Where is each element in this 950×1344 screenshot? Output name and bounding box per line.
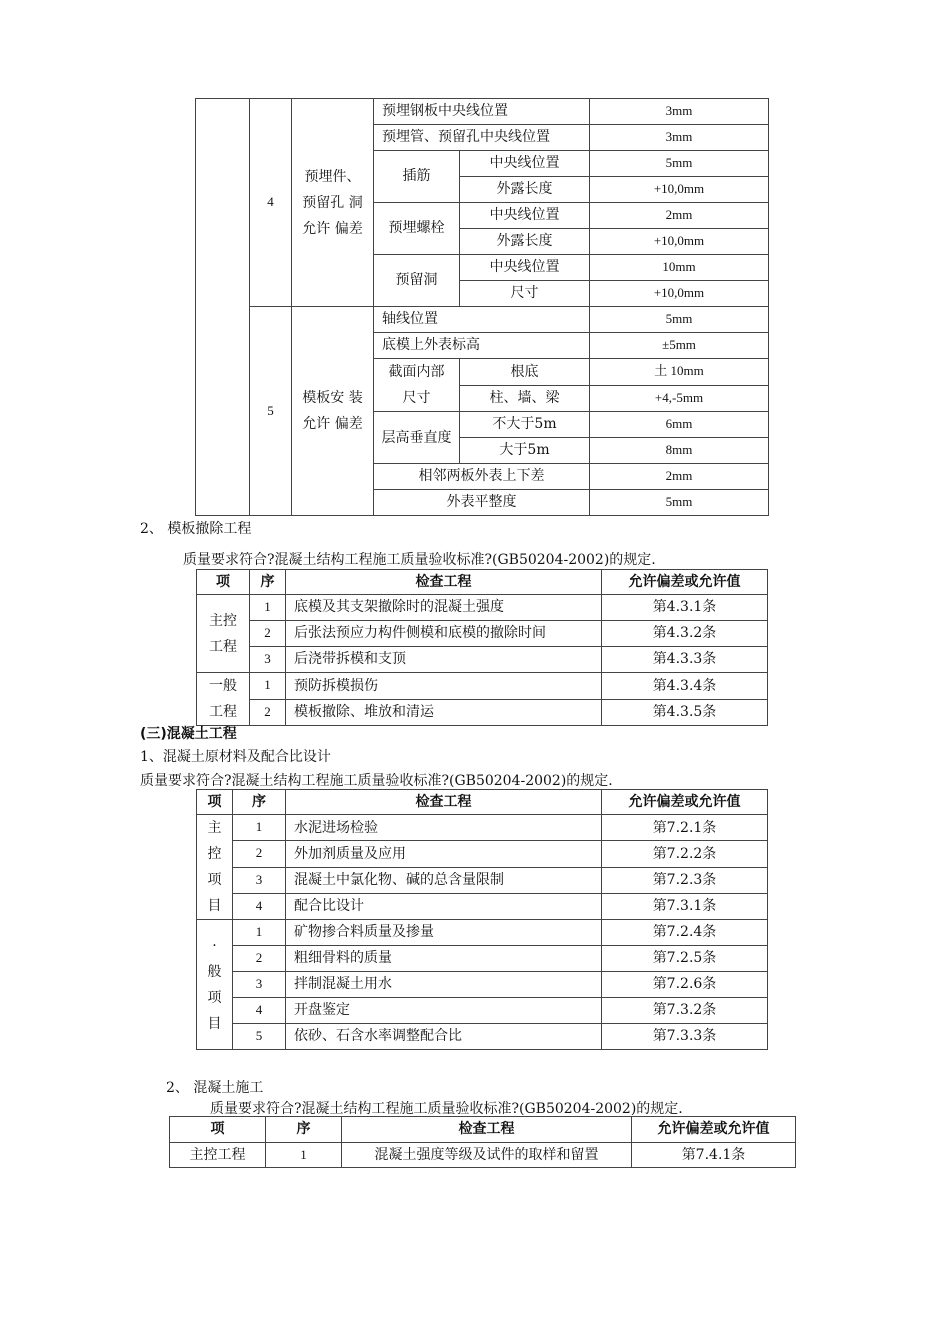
formwork-removal-table (196, 569, 768, 726)
tolerance-value: 第7.4.1条 (632, 1143, 796, 1168)
check-item: 底模及其支架撤除时的混凝土强度 (286, 595, 602, 621)
tolerance-value: 第7.2.3条 (602, 867, 768, 893)
row-number: 2 (233, 841, 286, 867)
tolerance-value: 5mm (590, 307, 769, 333)
row-number: 1 (233, 920, 286, 946)
check-item: 矿物掺合料质量及掺量 (286, 920, 602, 946)
row-number: 1 (233, 815, 286, 841)
header-check-item: 检查工程 (286, 790, 602, 815)
row-number: 2 (250, 621, 286, 647)
row-number: 1 (266, 1143, 342, 1168)
tolerance-value: 第7.3.1条 (602, 893, 768, 919)
header-check-item: 检查工程 (342, 1117, 632, 1143)
category-general: ·般项目 (197, 920, 233, 1050)
check-item: 轴线位置 (374, 307, 590, 333)
header-tolerance: 允许偏差或允许值 (602, 790, 768, 815)
header-category: 项 (197, 570, 250, 595)
header-category: 项 (170, 1117, 266, 1143)
sub-group-label: 插筋 (374, 151, 460, 203)
tolerance-value: 第7.2.1条 (602, 815, 768, 841)
row-number: 1 (250, 673, 286, 700)
tolerance-value: 第4.3.3条 (602, 647, 768, 673)
blank-category-column (196, 99, 250, 516)
category-main: 主控项目 (197, 815, 233, 920)
row-number: 2 (233, 946, 286, 972)
tolerance-value: 第7.2.6条 (602, 972, 768, 998)
sub-group-label: 预留洞 (374, 255, 460, 307)
check-item: 外表平整度 (374, 490, 590, 516)
check-item: 拌制混凝土用水 (286, 972, 602, 998)
check-item: 混凝土中氯化物、碱的总含量限制 (286, 867, 602, 893)
row-number: 5 (233, 1024, 286, 1050)
tolerance-value: 第7.3.2条 (602, 998, 768, 1024)
check-item: 水泥进场检验 (286, 815, 602, 841)
header-tolerance: 允许偏差或允许值 (602, 570, 768, 595)
header-tolerance: 允许偏差或允许值 (632, 1117, 796, 1143)
subsection-heading: 1、混凝土原材料及配合比设计 (140, 749, 331, 765)
check-item: 依砂、石含水率调整配合比 (286, 1024, 602, 1050)
row-number: 3 (233, 867, 286, 893)
check-item: 粗细骨料的质量 (286, 946, 602, 972)
tolerance-value: 2mm (590, 203, 769, 229)
tolerance-value: +4,-5mm (590, 385, 769, 412)
category-general: 一般工程 (197, 673, 250, 726)
tolerance-value: 5mm (590, 151, 769, 177)
row-number: 4 (233, 893, 286, 919)
concrete-materials-table (196, 789, 768, 1050)
category-main: 主控工程 (170, 1143, 266, 1168)
category-label: 预埋件、 预留孔 洞 允许 偏差 (292, 99, 374, 307)
sub-item: 柱、墙、梁 (460, 385, 590, 412)
tolerance-value: 6mm (590, 412, 769, 438)
tolerance-value: 第4.3.5条 (602, 699, 768, 726)
sub-item: 不大于5m (460, 412, 590, 438)
tolerance-value: 第4.3.4条 (602, 673, 768, 700)
tolerance-value: 3mm (590, 125, 769, 151)
check-item: 后浇带拆模和支顶 (286, 647, 602, 673)
row-number: 3 (233, 972, 286, 998)
quality-requirement: 质量要求符合?混凝土结构工程施工质量验收标准?(GB50204-2002)的规定. (183, 552, 656, 568)
tolerance-value: 第7.2.2条 (602, 841, 768, 867)
sub-item: 外露长度 (460, 177, 590, 203)
tolerance-value: 10mm (590, 255, 769, 281)
tolerance-value: +10,0mm (590, 177, 769, 203)
check-item: 后张法预应力构件侧模和底模的撤除时间 (286, 621, 602, 647)
tolerance-value: 第7.3.3条 (602, 1024, 768, 1050)
sub-item: 中央线位置 (460, 151, 590, 177)
row-number: 1 (250, 595, 286, 621)
sub-item: 外露长度 (460, 229, 590, 255)
tolerance-value: ±5mm (590, 333, 769, 359)
tolerance-value: 8mm (590, 438, 769, 464)
check-item: 配合比设计 (286, 893, 602, 919)
row-number: 4 (250, 99, 292, 307)
section-heading: 2、 混凝土施工 (166, 1080, 264, 1096)
row-number: 5 (250, 307, 292, 516)
check-item: 预防拆模损伤 (286, 673, 602, 700)
check-item: 底模上外表标高 (374, 333, 590, 359)
header-check-item: 检查工程 (286, 570, 602, 595)
row-number: 2 (250, 699, 286, 726)
concrete-construction-table (169, 1116, 796, 1168)
tolerance-value: +10,0mm (590, 229, 769, 255)
sub-item: 尺寸 (460, 281, 590, 307)
row-number: 4 (233, 998, 286, 1024)
sub-group-label: 截面内部尺寸 (374, 359, 460, 412)
tolerance-value: 第4.3.1条 (602, 595, 768, 621)
sub-item: 大于5m (460, 438, 590, 464)
check-item: 相邻两板外表上下差 (374, 464, 590, 490)
tolerance-value: 3mm (590, 99, 769, 125)
header-number: 序 (233, 790, 286, 815)
tolerance-value: 5mm (590, 490, 769, 516)
section-heading: 2、 模板撤除工程 (140, 521, 252, 537)
check-item: 开盘鉴定 (286, 998, 602, 1024)
tolerance-value: 土 10mm (590, 359, 769, 386)
quality-requirement: 质量要求符合?混凝土结构工程施工质量验收标准?(GB50204-2002)的规定. (140, 773, 613, 789)
sub-item: 中央线位置 (460, 203, 590, 229)
tolerance-value: 第7.2.5条 (602, 946, 768, 972)
sub-item: 根底 (460, 359, 590, 386)
row-number: 3 (250, 647, 286, 673)
tolerance-value: 第4.3.2条 (602, 621, 768, 647)
sub-item: 中央线位置 (460, 255, 590, 281)
sub-group-label: 预埋螺栓 (374, 203, 460, 255)
header-number: 序 (266, 1117, 342, 1143)
tolerance-value: +10,0mm (590, 281, 769, 307)
category-label: 模板安 装 允许 偏差 (292, 307, 374, 516)
header-category: 项 (197, 790, 233, 815)
tolerance-value: 第7.2.4条 (602, 920, 768, 946)
category-main: 主控工程 (197, 595, 250, 673)
check-item: 模板撤除、堆放和清运 (286, 699, 602, 726)
sub-group-label: 层高垂直度 (374, 412, 460, 464)
check-item: 混凝土强度等级及试件的取样和留置 (342, 1143, 632, 1168)
check-item: 外加剂质量及应用 (286, 841, 602, 867)
check-item: 预埋管、预留孔中央线位置 (374, 125, 590, 151)
quality-requirement: 质量要求符合?混凝土结构工程施工质量验收标准?(GB50204-2002)的规定. (210, 1101, 683, 1117)
tolerance-value: 2mm (590, 464, 769, 490)
check-item: 预埋钢板中央线位置 (374, 99, 590, 125)
tolerance-table (195, 98, 769, 516)
header-number: 序 (250, 570, 286, 595)
section-title: (三)混凝土工程 (140, 726, 237, 742)
